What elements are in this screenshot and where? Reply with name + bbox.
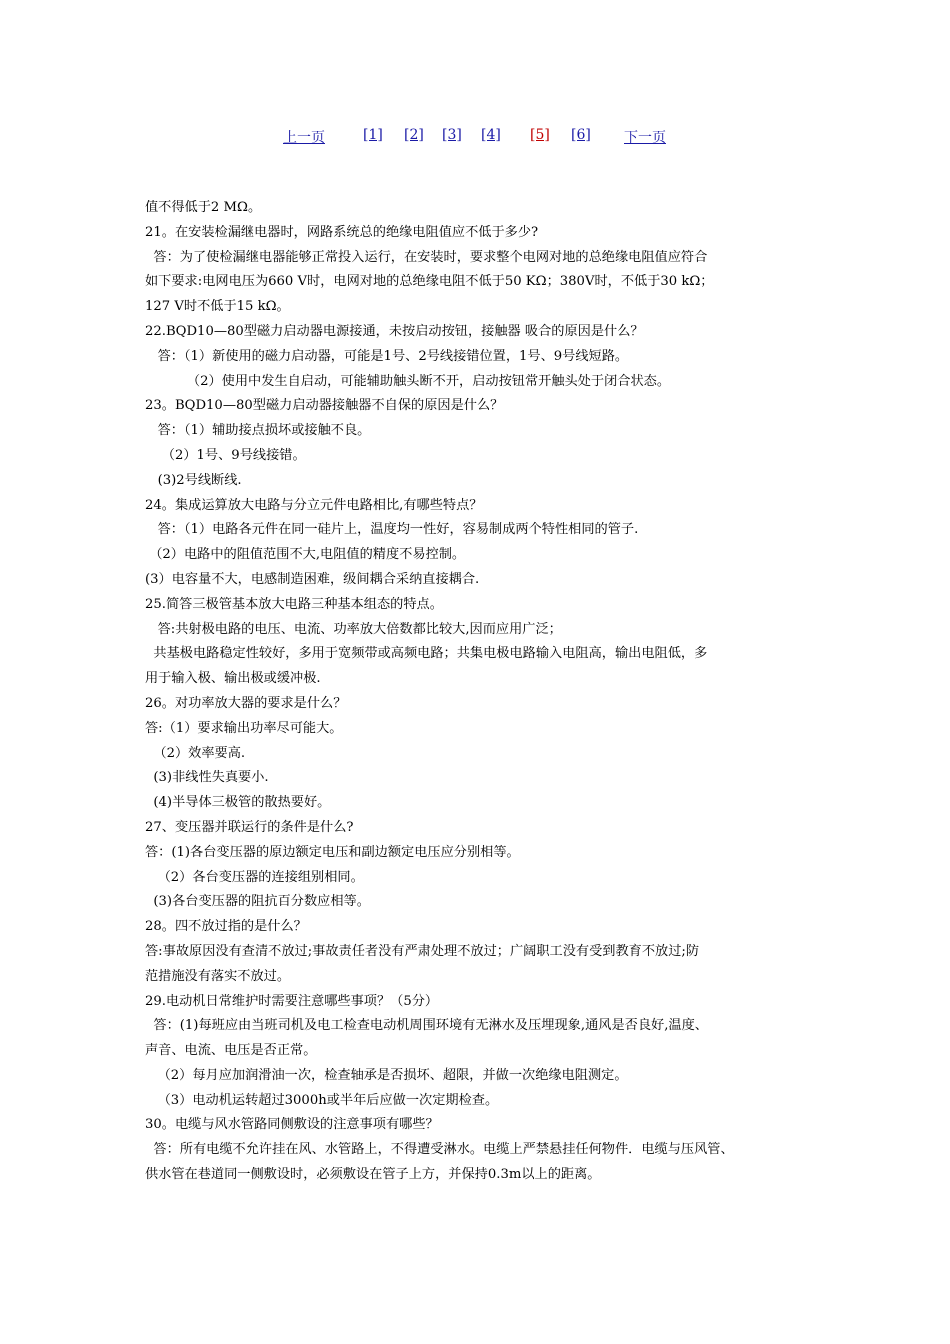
page-link-5-current[interactable]: [5] <box>530 127 550 143</box>
text-line: （2）每月应加润滑油一次，检查轴承是否损坏、超限，并做一次绝缘电阻测定。 <box>145 1067 628 1083</box>
text-line: 24。集成运算放大电路与分立元件电路相比,有哪些特点？ <box>145 497 483 513</box>
page-link-3[interactable]: [3] <box>442 127 462 143</box>
text-line: （2）电路中的阻值范围不大,电阻值的精度不易控制。 <box>145 547 466 563</box>
text-line: 30。电缆与风水管路同侧敷设的注意事项有哪些？ <box>145 1117 439 1133</box>
text-line: 如下要求:电网电压为660 V时，电网对地的总绝缘电阻不低于50 KΩ；380V时，不低于30 kΩ； <box>145 274 714 290</box>
text-line: 答:事故原因没有查清不放过;事故责任者没有严肃处理不放过；广阔职工没有受到教育不放过;防 <box>145 943 700 959</box>
text-line: 答:（1）要求输出功率尽可能大。 <box>145 720 343 736</box>
page-link-2[interactable]: [2] <box>404 127 424 143</box>
text-line: （2）各台变压器的连接组别相同。 <box>145 869 364 885</box>
text-line: 21。在安装检漏继电器时，网路系统总的绝缘电阻值应不低于多少? <box>145 224 539 240</box>
text-line: 29.电动机日常维护时需要注意哪些事项？（5分） <box>145 993 439 1009</box>
text-line: 28。四不放过指的是什么？ <box>145 919 307 935</box>
text-line: 27、变压器并联运行的条件是什么? <box>145 819 354 835</box>
text-line: (3）电容量不大，电感制造困难，级间耦合采纳直接耦合. <box>145 571 480 587</box>
text-line: 22.BQD10—80型磁力启动器电源接通，未按启动按钮，接触器 吸合的原因是什么？ <box>145 323 644 339</box>
text-line: 供水管在巷道同一侧敷设时，必须敷设在管子上方，并保持0.3m以上的距离。 <box>145 1167 601 1183</box>
text-line: 答：为了使检漏继电器能够正常投入运行，在安装时，要求整个电网对地的总绝缘电阻值应符合 <box>145 249 708 265</box>
document-body <box>145 196 813 1188</box>
text-line: 用于输入极、输出极或缓冲极. <box>145 671 321 687</box>
text-line: （3）电动机运转超过3000h或半年后应做一次定期检查。 <box>145 1092 499 1108</box>
page-link-1[interactable]: [1] <box>363 127 383 143</box>
text-line: （2）效率要高. <box>145 745 246 761</box>
text-line: 23。BQD10—80型磁力启动器接触器不自保的原因是什么？ <box>145 398 504 414</box>
text-line: 值不得低于2 MΩ。 <box>145 200 262 215</box>
next-page-link[interactable]: 下一页 <box>624 130 666 146</box>
text-line: 26。对功率放大器的要求是什么？ <box>145 695 347 711</box>
pagination-nav <box>0 127 950 147</box>
text-line: 答：（1）辅助接点损坏或接触不良。 <box>145 423 371 439</box>
text-line: (3)各台变压器的阻抗百分数应相等。 <box>145 894 370 910</box>
page-link-4[interactable]: [4] <box>481 127 501 143</box>
text-line: 答：所有电缆不允许挂在风、水管路上，不得遭受淋水。电缆上严禁悬挂任何物件．电缆与压风管、 <box>145 1142 734 1158</box>
text-line: 答：（1）电路各元件在同一硅片上，温度均一性好，容易制成两个特性相同的管子. <box>145 522 639 538</box>
prev-page-link[interactable]: 上一页 <box>283 130 325 146</box>
text-line: 答：（1）新使用的磁力启动器，可能是1号、2号线接错位置，1号、9号线短路。 <box>145 348 629 364</box>
text-line: 答:共射极电路的电压、电流、功率放大倍数都比较大,因而应用广泛； <box>145 621 562 637</box>
text-line: 25.简答三极管基本放大电路三种基本组态的特点。 <box>145 596 443 612</box>
text-line: (4)半导体三极管的散热要好。 <box>145 795 331 811</box>
text-line: (3)2号线断线. <box>145 472 242 488</box>
text-line: 127 V时不低于15 kΩ。 <box>145 299 290 315</box>
text-line: 答：(1)各台变压器的原边额定电压和副边额定电压应分别相等。 <box>145 844 520 860</box>
text-line: 声音、电流、电压是否正常。 <box>145 1043 317 1059</box>
text-line: 答：(1)每班应由当班司机及电工检查电动机周围环境有无淋水及压埋现象,通风是否良好,温度、 <box>145 1018 708 1034</box>
page-link-6[interactable]: [6] <box>571 127 591 143</box>
text-line: （2）使用中发生自启动，可能辅助触头断不开，启动按钮常开触头处于闭合状态。 <box>145 373 671 389</box>
text-line: 共基极电路稳定性较好，多用于宽频带或高频电路；共集电极电路输入电阻高，输出电阻低，多 <box>145 646 708 662</box>
text-line: （2）1号、9号线接错。 <box>145 447 306 463</box>
text-line: 范措施没有落实不放过。 <box>145 968 291 984</box>
text-line: (3)非线性失真要小. <box>145 770 269 786</box>
